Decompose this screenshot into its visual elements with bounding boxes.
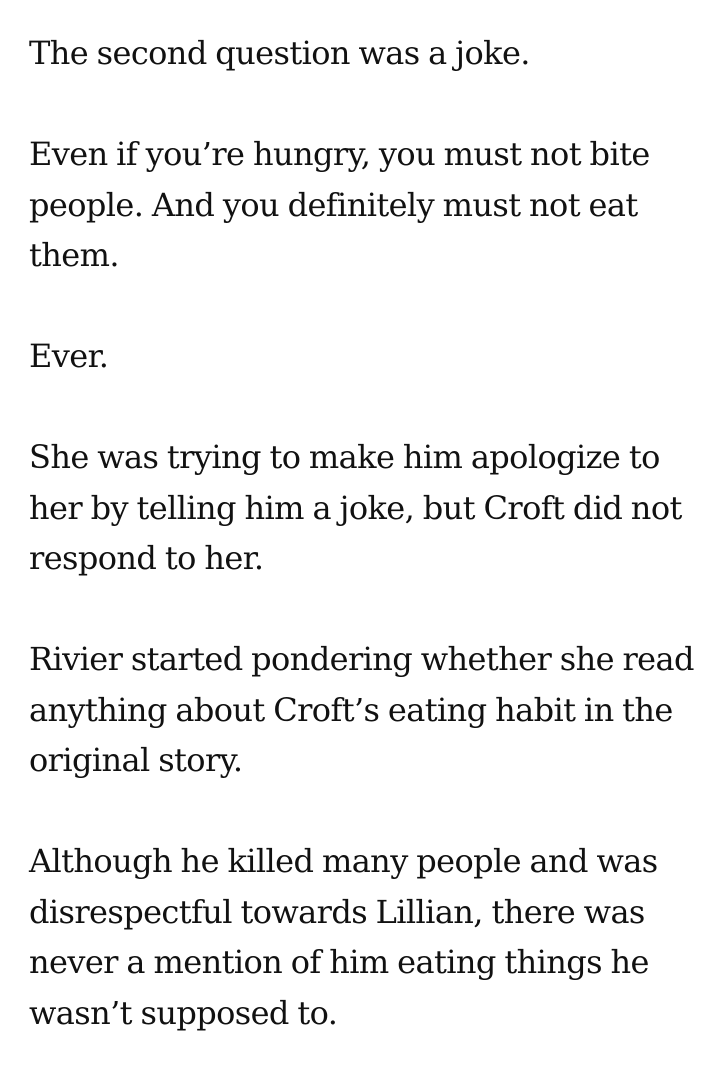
- paragraph-ever: Ever.: [29, 337, 109, 375]
- story-text: [29, 28, 699, 1089]
- paragraph-rivier-pondering: Rivier started pondering whether she read anything about Croft’s eating habit in the original story.: [29, 640, 694, 779]
- paragraph-do-not-bite: Even if you’re hungry, you must not bite people. And you definitely must not eat them.: [29, 135, 650, 274]
- paragraph-joke-statement: The second question was a joke.: [29, 34, 530, 72]
- paragraph-croft-history: Although he killed many people and was disrespectful towards Lillian, there was never a mention of him eating things he wasn’t supposed to.: [29, 842, 658, 1032]
- paragraph-apology-joke: She was trying to make him apologize to her by telling him a joke, but Croft did not respond to her.: [29, 438, 682, 577]
